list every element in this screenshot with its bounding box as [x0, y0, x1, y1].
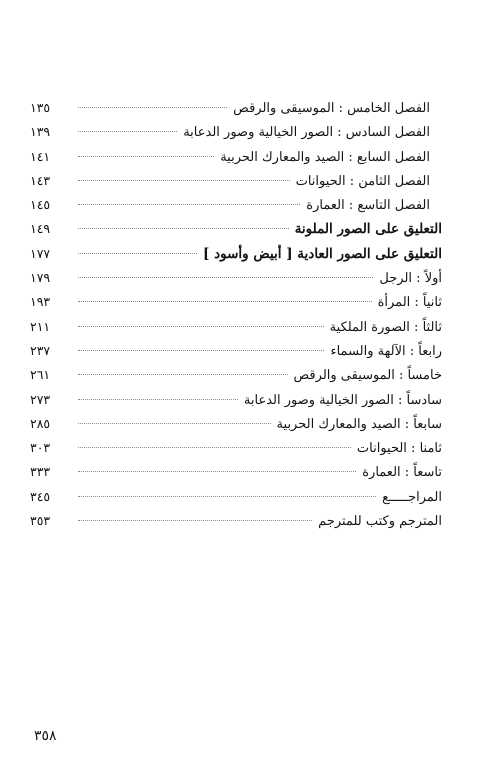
toc-entry [30, 315, 442, 339]
toc-entry-title: أولاً : الرجل [379, 271, 442, 287]
toc-entry-page: ١٤٣ [30, 172, 51, 188]
toc-entry-title: التعليق على الصور العادية [ أبيض وأسود ] [203, 245, 442, 262]
toc-entry-page: ١٤٥ [30, 197, 51, 213]
toc-entry-title: ثالثاً : الصورة الملكية [329, 319, 442, 335]
dot-leader [78, 228, 289, 229]
toc-entry-title: المترجم وكتب للمترجم [318, 514, 442, 530]
toc-entry [30, 436, 442, 460]
toc-entry-title: ثانياً : المرأة [377, 295, 442, 311]
toc-entry [30, 96, 442, 120]
toc-entry-page: ٢٣٧ [30, 342, 51, 358]
toc-entry-page: ١٣٩ [30, 124, 51, 140]
toc-entry-page: ١٤١ [30, 148, 51, 164]
toc-entry [30, 145, 442, 169]
toc-entry-title: الفصل الخامس : الموسيقى والرقص [233, 101, 430, 116]
toc-entry-page: ٢٨٥ [30, 415, 51, 431]
toc-entry [30, 169, 442, 193]
dot-leader [78, 204, 300, 205]
dot-leader [78, 350, 324, 351]
dot-leader [78, 496, 376, 497]
dot-leader [78, 180, 290, 181]
dot-leader [78, 326, 324, 327]
toc-entry [30, 363, 442, 387]
dot-leader [78, 520, 312, 521]
toc-entry [30, 290, 442, 314]
dot-leader [78, 156, 214, 157]
dot-leader [78, 277, 373, 278]
dot-leader [78, 253, 197, 254]
toc-entry-title: خامساً : الموسيقى والرقص [293, 368, 442, 384]
toc-entry-page: ١٤٩ [30, 221, 51, 237]
toc-entry-title: الفصل السابع : الصيد والمعارك الحربية [220, 149, 430, 165]
toc-entry-title: التعليق على الصور الملونة [294, 221, 442, 238]
toc-entry-title: سابعاً : الصيد والمعارك الحربية [276, 416, 442, 432]
dot-leader [78, 423, 271, 424]
toc-entry-page: ٣٠٣ [30, 440, 51, 456]
toc-entry [30, 485, 442, 509]
toc-entry-page: ٣٣٣ [30, 464, 51, 480]
toc-entry [30, 339, 442, 363]
toc-entry [30, 412, 442, 436]
dot-leader [78, 447, 351, 448]
toc-entry-title: تاسعاً : العمارة [362, 465, 442, 481]
toc-entry-title: ثامنا : الحيوانات [356, 441, 442, 457]
toc-entry-page: ٢٦١ [30, 367, 51, 383]
toc-entry-page: ١٧٩ [30, 270, 51, 286]
toc-entry [30, 193, 442, 217]
toc-entry-page: ٣٤٥ [30, 488, 51, 504]
toc-entry [30, 509, 442, 533]
toc-entry-title: سادساً : الصور الخيالية وصور الدعابة [243, 392, 442, 408]
toc-entry-title: رابعاً : الآلهة والسماء [330, 343, 442, 359]
toc-entry-page: ١٧٧ [30, 245, 51, 261]
toc-entry [30, 460, 442, 484]
dot-leader [78, 374, 288, 375]
toc-entry-page: ١٣٥ [30, 100, 51, 115]
toc-entry [30, 266, 442, 290]
toc-entry-page: ٢١١ [30, 318, 51, 334]
toc-entry-title: الفصل الثامن : الحيوانات [295, 173, 430, 189]
toc-entry [30, 217, 442, 241]
toc-entry-title: الفصل التاسع : العمارة [306, 198, 430, 214]
table-of-contents [30, 96, 442, 533]
toc-entry [30, 242, 442, 266]
toc-entry-page: ٣٥٣ [30, 513, 51, 529]
page-number: ٣٥٨ [34, 728, 57, 744]
dot-leader [78, 131, 177, 132]
toc-entry-title: الفصل السادس : الصور الخيالية وصور الدعابة [183, 125, 430, 141]
toc-entry-title: المراجـــــع [382, 489, 442, 505]
dot-leader [78, 301, 372, 302]
dot-leader [78, 399, 238, 400]
toc-entry-page: ١٩٣ [30, 294, 51, 310]
toc-entry-page: ٢٧٣ [30, 391, 51, 407]
toc-entry [30, 120, 442, 144]
dot-leader [78, 471, 356, 472]
dot-leader [78, 107, 227, 108]
toc-entry [30, 388, 442, 412]
